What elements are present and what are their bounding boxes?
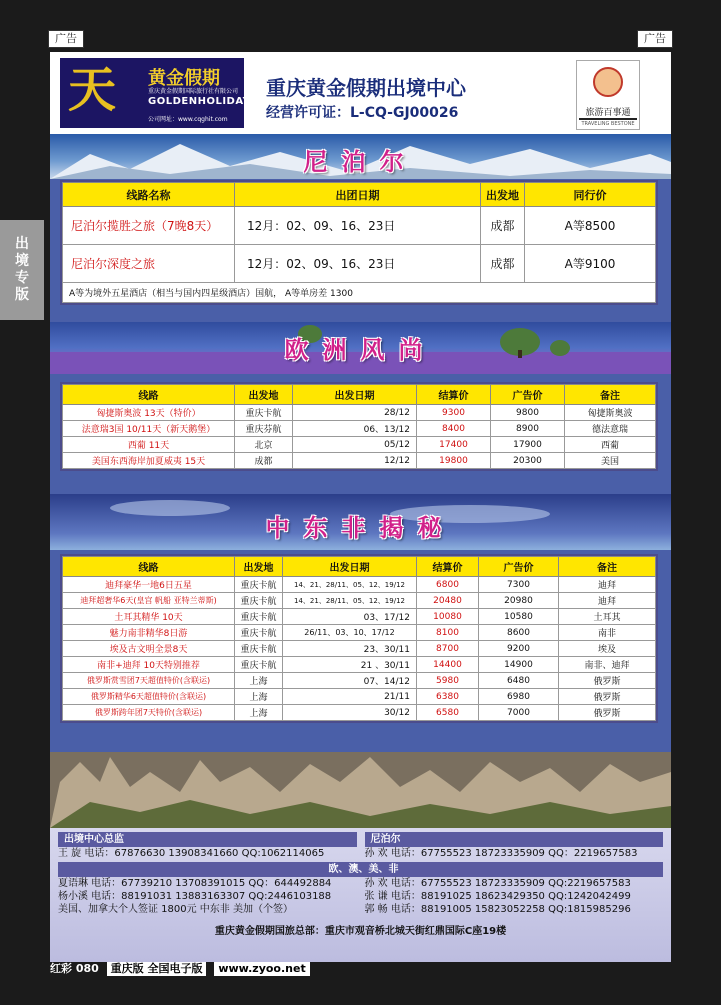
col-header: 出发地 <box>481 183 525 207</box>
europe-banner <box>50 322 671 374</box>
settlement-price: 8400 <box>417 421 491 437</box>
col-header: 结算价 <box>417 385 491 405</box>
license-number: 经营许可证：L-CQ-GJ00026 <box>266 105 459 121</box>
region-heading: 欧、澳、美、非 <box>58 862 663 877</box>
remark: 俄罗斯 <box>559 673 656 689</box>
nepal-note: A等为境外五星酒店（相当与国内四星级酒店）国航， A等单房差 1300 <box>63 283 656 303</box>
departure-city: 北京 <box>235 437 293 453</box>
hq-address: 重庆黄金假期国旅总部：重庆市观音桥北城天街红鼎国际C座19楼 <box>214 926 507 937</box>
nepal-table <box>60 180 658 305</box>
settlement-price: 19800 <box>417 453 491 469</box>
departure-dates: 28/12 <box>293 405 417 421</box>
mideast-table <box>60 554 658 723</box>
contact-line: 张 谦 电话：88191025 18623429350 QQ:1242042499 <box>364 891 631 902</box>
mascot-sub: TRAVELING BESTONE <box>581 121 635 127</box>
settlement-price: 8700 <box>417 641 479 657</box>
col-header: 出发日期 <box>293 385 417 405</box>
departure-city: 成都 <box>481 207 525 245</box>
contact-line: 夏语琳 电话：67739210 13708391015 QQ：644492884 <box>58 878 332 889</box>
route-name: 美国东西海岸加夏威夷 15天 <box>63 453 235 469</box>
departure-city: 重庆卡航 <box>235 625 283 641</box>
page-title: 重庆黄金假期出境中心 <box>266 76 466 100</box>
contact-line: 孙 欢 电话：67755523 18723335909 QQ：2219657583 <box>364 848 638 859</box>
departure-city: 重庆卡航 <box>235 657 283 673</box>
route-name: 迪拜超奢华6天(皇宫 帆船 亚特兰蒂斯) <box>63 593 235 609</box>
table-row <box>63 657 656 673</box>
settlement-price: 14400 <box>417 657 479 673</box>
departure-city: 重庆卡航 <box>235 405 293 421</box>
remark: 南非 <box>559 625 656 641</box>
col-header: 结算价 <box>417 557 479 577</box>
departure-dates: 12月：02、09、16、23日 <box>235 245 481 283</box>
ad-price: 6980 <box>479 689 559 705</box>
col-header: 出发地 <box>235 385 293 405</box>
ad-price: 6480 <box>479 673 559 689</box>
departure-dates: 14、21、28/11、05、12、19/12 <box>283 577 417 593</box>
mascot-icon <box>593 67 623 97</box>
table-row <box>63 673 656 689</box>
contact-line: 郭 畅 电话：88191005 15823052258 QQ:1815985296 <box>364 904 631 915</box>
europe-title: 欧洲风尚 <box>284 336 437 364</box>
departure-city: 成都 <box>235 453 293 469</box>
ad-price: 7300 <box>479 577 559 593</box>
ad-price: 8600 <box>479 625 559 641</box>
col-header: 线路 <box>63 385 235 405</box>
route-name: 俄罗斯赏雪团7天超值特价(含联运) <box>63 673 235 689</box>
website-link[interactable]: www.zyoo.net <box>214 962 309 976</box>
departure-city: 重庆芬航 <box>235 421 293 437</box>
ad-price: 7000 <box>479 705 559 721</box>
route-name: 尼泊尔深度之旅 <box>63 245 235 283</box>
contact-line: 美国、加拿大个人签证 1800元 中东非 美加（个签） <box>58 904 293 915</box>
page-number: 红彩 080 <box>50 962 99 975</box>
remark: 美国 <box>565 453 656 469</box>
contact-line: 杨小溪 电话：88191031 13883163307 QQ:2446103188 <box>58 891 332 902</box>
departure-city: 重庆卡航 <box>235 593 283 609</box>
side-tab <box>0 220 44 320</box>
ad-price: 20980 <box>479 593 559 609</box>
departure-city: 重庆卡航 <box>235 577 283 593</box>
price: A等9100 <box>525 245 656 283</box>
col-header: 线路 <box>63 557 235 577</box>
departure-dates: 23、30/11 <box>283 641 417 657</box>
mideast-title: 中东非揭秘 <box>265 514 456 542</box>
col-header: 广告价 <box>479 557 559 577</box>
side-tab-char: 专 <box>15 270 29 286</box>
table-row <box>63 421 656 437</box>
table-row <box>63 705 656 721</box>
departure-dates: 07、14/12 <box>283 673 417 689</box>
price: A等8500 <box>525 207 656 245</box>
ad-price: 20300 <box>491 453 565 469</box>
departure-dates: 26/11、03、10、17/12 <box>283 625 417 641</box>
departure-city: 重庆卡航 <box>235 641 283 657</box>
rock-landscape-illustration <box>50 752 671 828</box>
remark: 匈捷斯奥波 <box>565 405 656 421</box>
settlement-price: 17400 <box>417 437 491 453</box>
table-row <box>63 245 656 283</box>
side-tab-char: 版 <box>15 287 29 303</box>
route-name: 魅力南非精华8日游 <box>63 625 235 641</box>
remark: 西葡 <box>565 437 656 453</box>
settlement-price: 6380 <box>417 689 479 705</box>
col-header: 出团日期 <box>235 183 481 207</box>
departure-dates: 14、21、28/11、05、12、19/12 <box>283 593 417 609</box>
company-logo <box>60 58 251 128</box>
ad-price: 10580 <box>479 609 559 625</box>
route-name: 南非+迪拜 10天特别推荐 <box>63 657 235 673</box>
logo-english: GOLDENHOLIDAY <box>148 96 251 107</box>
mascot-badge <box>576 60 640 130</box>
departure-dates: 12/12 <box>293 453 417 469</box>
page-footer <box>50 962 310 976</box>
ad-price: 9800 <box>491 405 565 421</box>
table-row <box>63 689 656 705</box>
nepal-banner <box>50 134 671 179</box>
ad-tag-right: 广告 <box>637 30 673 48</box>
europe-table <box>60 382 658 471</box>
col-header: 出发日期 <box>283 557 417 577</box>
table-row <box>63 577 656 593</box>
table-row <box>63 437 656 453</box>
table-row <box>63 625 656 641</box>
ad-price: 8900 <box>491 421 565 437</box>
table-row <box>63 641 656 657</box>
remark: 迪拜 <box>559 593 656 609</box>
departure-city: 上海 <box>235 705 283 721</box>
ad-tag-left: 广告 <box>48 30 84 48</box>
settlement-price: 8100 <box>417 625 479 641</box>
departure-city: 上海 <box>235 689 283 705</box>
remark: 迪拜 <box>559 577 656 593</box>
route-name: 土耳其精华 10天 <box>63 609 235 625</box>
logo-website: 公司网址：www.cqghit.com <box>148 116 228 123</box>
departure-dates: 21/11 <box>283 689 417 705</box>
departure-dates: 03、17/12 <box>283 609 417 625</box>
departure-city: 上海 <box>235 673 283 689</box>
remark: 埃及 <box>559 641 656 657</box>
settlement-price: 20480 <box>417 593 479 609</box>
departure-city: 成都 <box>481 245 525 283</box>
settlement-price: 5980 <box>417 673 479 689</box>
col-header: 备注 <box>565 385 656 405</box>
contact-footer <box>50 828 671 962</box>
ad-price: 9200 <box>479 641 559 657</box>
departure-city: 重庆卡航 <box>235 609 283 625</box>
route-name: 迪拜豪华一地6日五星 <box>63 577 235 593</box>
header <box>50 52 671 134</box>
table-row <box>63 609 656 625</box>
side-tab-char: 出 <box>15 236 29 252</box>
ad-price: 17900 <box>491 437 565 453</box>
col-header: 广告价 <box>491 385 565 405</box>
side-tab-char: 境 <box>15 253 29 269</box>
departure-dates: 05/12 <box>293 437 417 453</box>
edition-label: 重庆版 全国电子版 <box>107 962 207 976</box>
remark: 南非、迪拜 <box>559 657 656 673</box>
route-name: 尼泊尔揽胜之旅（7晚8天） <box>63 207 235 245</box>
contact-line: 孙 欢 电话：67755523 18723335909 QQ:2219657583 <box>364 878 631 889</box>
mascot-label: 旅游百事通 <box>579 105 637 120</box>
departure-dates: 30/12 <box>283 705 417 721</box>
ad-price: 14900 <box>479 657 559 673</box>
nepal-title: 尼泊尔 <box>303 148 418 176</box>
col-header: 出发地 <box>235 557 283 577</box>
settlement-price: 10080 <box>417 609 479 625</box>
table-row <box>63 207 656 245</box>
route-name: 西葡 11天 <box>63 437 235 453</box>
route-name: 俄罗斯精华6天超值特价(含联运) <box>63 689 235 705</box>
route-name: 匈捷斯奥波 13天（特价） <box>63 405 235 421</box>
director-heading: 出境中心总监 <box>58 832 357 847</box>
settlement-price: 6580 <box>417 705 479 721</box>
mideast-banner <box>50 494 671 550</box>
col-header: 备注 <box>559 557 656 577</box>
route-name: 法意瑞3国 10/11天（新天鹅堡） <box>63 421 235 437</box>
route-name: 俄罗斯跨年团7天特价(含联运) <box>63 705 235 721</box>
logo-name: 黄金假期 <box>148 68 220 89</box>
remark: 土耳其 <box>559 609 656 625</box>
remark: 俄罗斯 <box>559 689 656 705</box>
nepal-contact-heading: 尼泊尔 <box>365 832 664 847</box>
departure-dates: 12月：02、09、16、23日 <box>235 207 481 245</box>
remark: 德法意瑞 <box>565 421 656 437</box>
col-header: 同行价 <box>525 183 656 207</box>
remark: 俄罗斯 <box>559 705 656 721</box>
contact-line: 王 旋 电话：67876630 13908341660 QQ:1062114065 <box>58 848 325 859</box>
col-header: 线路名称 <box>63 183 235 207</box>
departure-dates: 06、13/12 <box>293 421 417 437</box>
table-row <box>63 453 656 469</box>
logo-glyph: 天 <box>68 62 117 118</box>
departure-dates: 21 、30/11 <box>283 657 417 673</box>
table-row <box>63 593 656 609</box>
logo-company: 重庆黄金假期国际旅行社有限公司 <box>148 88 239 95</box>
ad-page <box>50 52 671 962</box>
settlement-price: 6800 <box>417 577 479 593</box>
settlement-price: 9300 <box>417 405 491 421</box>
route-name: 埃及古文明全景8天 <box>63 641 235 657</box>
table-row <box>63 405 656 421</box>
